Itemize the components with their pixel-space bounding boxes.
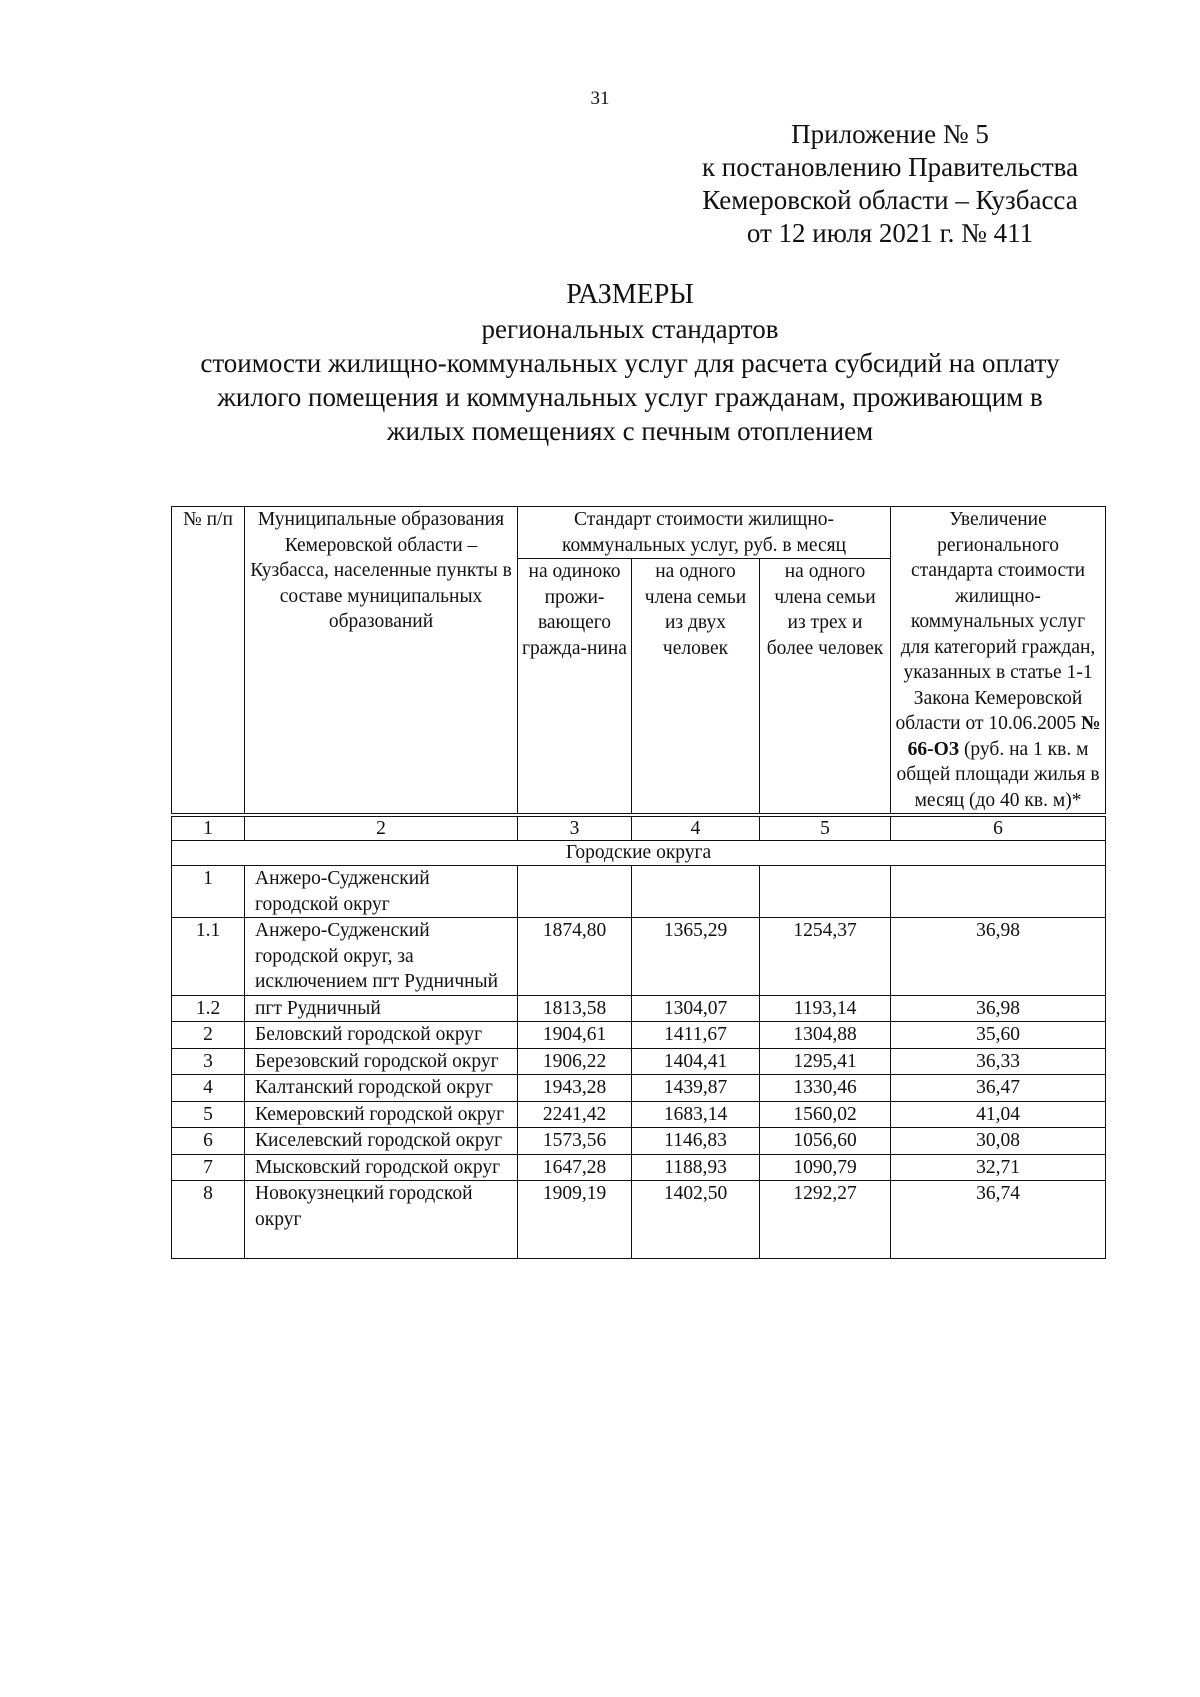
cell-number: 1.2	[172, 995, 245, 1022]
cell-increase: 32,71	[891, 1154, 1106, 1181]
cell-municipality: Анжеро-Судженский городской округ	[245, 866, 518, 918]
page-number: 31	[590, 88, 610, 109]
cell-two-member-standard: 1439,87	[632, 1075, 760, 1102]
cell-single-standard	[518, 866, 632, 918]
cell-municipality: Калтанский городской округ	[245, 1075, 518, 1102]
cell-three-member-standard	[760, 866, 891, 918]
cell-number: 1.1	[172, 918, 245, 996]
cell-three-member-standard: 1560,02	[760, 1101, 891, 1128]
header-cell-standard-group: Стандарт стоимости жилищно-коммунальных услуг, руб. в месяц	[518, 507, 891, 559]
cell-three-member-standard: 1090,79	[760, 1154, 891, 1181]
cell-single-standard: 1906,22	[518, 1048, 632, 1075]
table-row	[172, 918, 1106, 996]
header-cell-increase	[891, 507, 1106, 816]
heading-line: жилого помещения и коммунальных услуг гражданам, проживающим в	[217, 382, 1043, 412]
column-number: 2	[245, 815, 518, 841]
cell-increase: 41,04	[891, 1101, 1106, 1128]
cell-number: 4	[172, 1075, 245, 1102]
cell-single-standard: 1647,28	[518, 1154, 632, 1181]
cell-single-standard: 1874,80	[518, 918, 632, 996]
cell-increase	[891, 866, 1106, 918]
appendix-line: от 12 июля 2021 г. № 411	[746, 218, 1034, 248]
cell-two-member-standard: 1683,14	[632, 1101, 760, 1128]
column-number: 4	[632, 815, 760, 841]
table-row	[172, 1022, 1106, 1049]
table-row	[172, 1128, 1106, 1155]
document-heading	[150, 278, 1110, 448]
cell-municipality: Новокузнецкий городской округ	[245, 1181, 518, 1259]
table-row	[172, 1048, 1106, 1075]
table-row	[172, 1075, 1106, 1102]
cell-increase: 30,08	[891, 1128, 1106, 1155]
document-title: РАЗМЕРЫ	[566, 279, 694, 310]
cell-municipality: пгт Рудничный	[245, 995, 518, 1022]
cell-two-member-standard: 1404,41	[632, 1048, 760, 1075]
cell-two-member-standard: 1411,67	[632, 1022, 760, 1049]
column-number-row	[172, 815, 1106, 841]
cell-three-member-standard: 1330,46	[760, 1075, 891, 1102]
cell-number: 3	[172, 1048, 245, 1075]
header-cell-number: № п/п	[172, 507, 245, 816]
header-increase-text: Увеличение регионального стандарта стоимости жилищно-коммунальных услуг для категорий граждан, указанных в статье 1-1 Закона Кемеровской области от 10.06.2005	[895, 509, 1096, 734]
header-cell-single: на одиноко прожи-вающего гражда-нина	[518, 559, 632, 816]
appendix-line: к постановлению Правительства	[701, 152, 1079, 182]
cell-single-standard: 1909,19	[518, 1181, 632, 1259]
cell-single-standard: 2241,42	[518, 1101, 632, 1128]
appendix-block	[640, 118, 1140, 250]
section-title: Городские округа	[172, 841, 1106, 866]
cell-municipality: Киселевский городской округ	[245, 1128, 518, 1155]
cell-municipality: Беловский городской округ	[245, 1022, 518, 1049]
column-number: 1	[172, 815, 245, 841]
cell-number: 7	[172, 1154, 245, 1181]
appendix-line: Приложение № 5	[791, 119, 989, 149]
heading-line: региональных стандартов	[481, 314, 779, 344]
table-row	[172, 1181, 1106, 1259]
cell-three-member-standard: 1193,14	[760, 995, 891, 1022]
heading-line: стоимости жилищно-коммунальных услуг для расчета субсидий на оплату	[200, 348, 1060, 378]
cell-two-member-standard: 1188,93	[632, 1154, 760, 1181]
cell-increase: 36,47	[891, 1075, 1106, 1102]
cell-two-member-standard: 1146,83	[632, 1128, 760, 1155]
appendix-line: Кемеровской области – Кузбасса	[702, 185, 1078, 215]
cell-three-member-standard: 1295,41	[760, 1048, 891, 1075]
cell-number: 6	[172, 1128, 245, 1155]
cell-two-member-standard: 1365,29	[632, 918, 760, 996]
cell-increase: 36,98	[891, 995, 1106, 1022]
table-row	[172, 1101, 1106, 1128]
standards-table	[171, 506, 1106, 1259]
cell-increase: 35,60	[891, 1022, 1106, 1049]
cell-municipality: Березовский городской округ	[245, 1048, 518, 1075]
heading-line: жилых помещениях с печным отоплением	[386, 416, 874, 446]
cell-three-member-standard: 1304,88	[760, 1022, 891, 1049]
cell-increase: 36,74	[891, 1181, 1106, 1259]
header-cell-municipality: Муниципальные образования Кемеровской области – Кузбасса, населенные пункты в составе муниципальных образований	[245, 507, 518, 816]
cell-single-standard: 1904,61	[518, 1022, 632, 1049]
cell-number: 2	[172, 1022, 245, 1049]
cell-increase: 36,33	[891, 1048, 1106, 1075]
header-increase-tail: (руб. на 1 кв. м общей площади жилья в месяц (до 40 кв. м)*	[896, 738, 1100, 811]
cell-increase: 36,98	[891, 918, 1106, 996]
cell-two-member-standard: 1402,50	[632, 1181, 760, 1259]
cell-single-standard: 1573,56	[518, 1128, 632, 1155]
cell-single-standard: 1943,28	[518, 1075, 632, 1102]
cell-single-standard: 1813,58	[518, 995, 632, 1022]
cell-municipality: Мысковский городской округ	[245, 1154, 518, 1181]
table-row	[172, 995, 1106, 1022]
cell-number: 1	[172, 866, 245, 918]
section-row	[172, 841, 1106, 866]
cell-municipality: Кемеровский городской округ	[245, 1101, 518, 1128]
cell-municipality: Анжеро-Судженский городской округ, за исключением пгт Рудничный	[245, 918, 518, 996]
header-cell-three-member: на одного члена семьи из трех и более человек	[760, 559, 891, 816]
header-increase-law: № 66-ОЗ	[907, 713, 1101, 760]
cell-number: 8	[172, 1181, 245, 1259]
cell-three-member-standard: 1254,37	[760, 918, 891, 996]
table-row	[172, 866, 1106, 918]
cell-two-member-standard	[632, 866, 760, 918]
table-header-row	[172, 507, 1106, 559]
header-cell-two-member: на одного члена семьи из двух человек	[632, 559, 760, 816]
table-row	[172, 1154, 1106, 1181]
cell-two-member-standard: 1304,07	[632, 995, 760, 1022]
column-number: 6	[891, 815, 1106, 841]
cell-three-member-standard: 1292,27	[760, 1181, 891, 1259]
cell-three-member-standard: 1056,60	[760, 1128, 891, 1155]
column-number: 3	[518, 815, 632, 841]
column-number: 5	[760, 815, 891, 841]
cell-number: 5	[172, 1101, 245, 1128]
